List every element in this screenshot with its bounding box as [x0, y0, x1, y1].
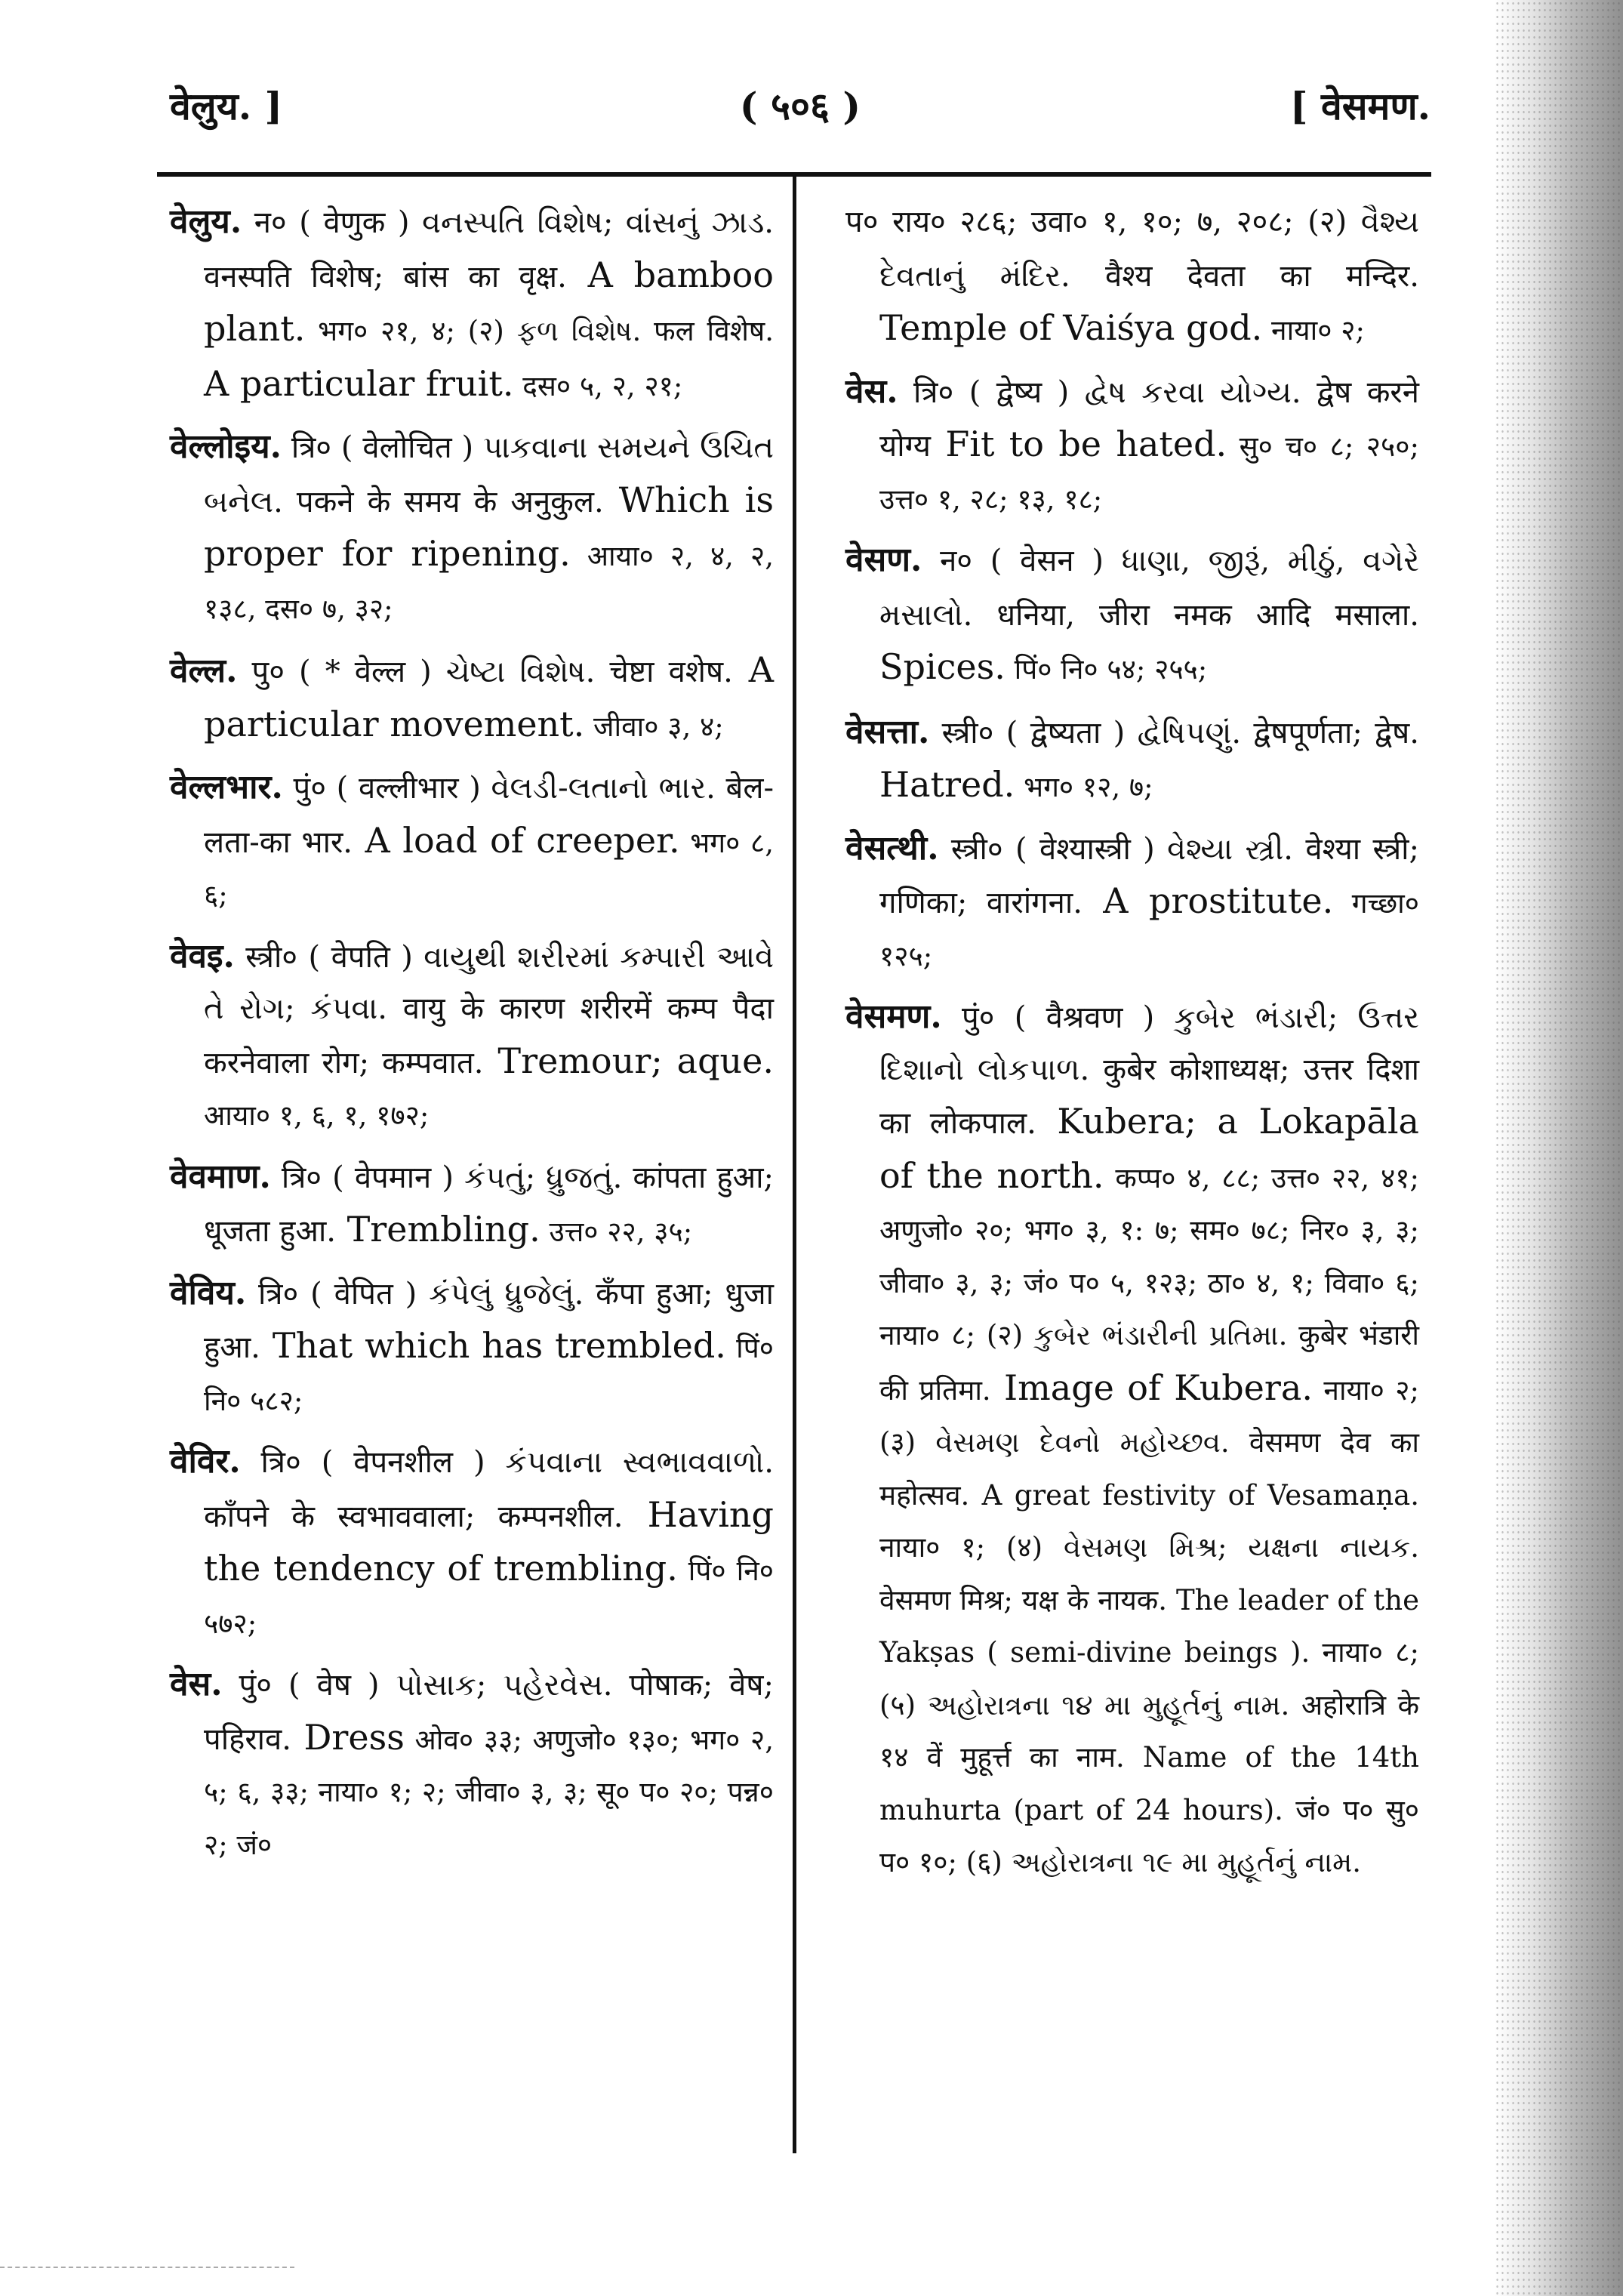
dictionary-entry	[170, 1436, 774, 1650]
entry-headword: वेल्लभार.	[170, 768, 283, 806]
entry-citations: नाया० २; (३) વેસમણ દેવનો મહોચ્છવ. वेसमण देव का महोत्सव. A great festivity of Vesamaṇa. नाया० १; (४) વેસમણ મિશ્ર; યક્ષના નાયક. वेसमण मिश्र; यक्ष के नायक. The leader of the Yakṣas ( semi-divine beings ). नाया० ८; (५) અહોરાત્રના ૧૪ મા મુહૂર્તનું નામ. अहोरात्रि के १४ वें मुहूर्त्त का नाम. Name of the 14th muhurta (part of 24 hours). जं० प० सु० प० १०; (६) અહોરાત્રના ૧૯ મા મુહૂર્તનું નામ.	[879, 1373, 1419, 1878]
dictionary-entry	[170, 644, 774, 753]
entry-english-gloss: Which is proper for ripening.	[204, 479, 774, 574]
page-header	[170, 79, 1431, 140]
entry-english-gloss: Tremour; aque.	[483, 1040, 775, 1081]
entry-definition: न० ( वेणुक ) વનસ્પતિ વિશેષ; વાંસનું ઝાડ. वनस्पति विशेष; बांस का वृक्ष.	[204, 205, 774, 294]
bottom-dashed-line	[0, 2267, 294, 2268]
entry-english-gloss: A prostitute.	[1082, 880, 1334, 921]
entry-definition: त्रि० ( वेपमान ) કંપતું; ધ્રુજતું. कांपता हुआ; धूजता हुआ.	[204, 1160, 774, 1249]
dictionary-entry	[845, 196, 1419, 357]
page-number: ( ५०६ )	[739, 84, 861, 128]
entry-headword: वेस.	[170, 1665, 223, 1703]
dictionary-entry	[170, 762, 774, 922]
entry-citations: पिं० नि० ५७२;	[204, 1555, 774, 1640]
dictionary-entry	[170, 1151, 774, 1259]
header-left-guide-word: वेलुय. ]	[170, 84, 283, 128]
entry-english-gloss: A load of creeper.	[353, 819, 680, 861]
entry-headword: वेसमण.	[845, 997, 942, 1036]
entry-headword: वेस.	[845, 371, 898, 411]
entry-headword: वेल्ल.	[170, 652, 238, 690]
column-divider	[793, 175, 796, 2153]
entry-english-gloss: That which has trembled.	[260, 1325, 726, 1366]
entry-english-gloss: Trembling.	[336, 1209, 540, 1250]
entry-citations: पिं० नि० ५८२;	[204, 1332, 775, 1417]
entry-headword: वेविर.	[170, 1442, 241, 1481]
entry-definition: न० ( वेसन ) ધાણા, જીરૂં, મીઠું, વગેરે મસાલો. धनिया, जीरा नमक आदि मसाला.	[879, 544, 1419, 633]
entry-headword: वेसत्थी.	[845, 828, 939, 868]
dictionary-entry	[845, 823, 1419, 983]
entry-headword: वेलुय.	[170, 202, 242, 241]
dictionary-entry	[845, 705, 1419, 814]
entry-citations: गच्छा० १२५;	[879, 887, 1419, 972]
right-column	[845, 196, 1419, 1898]
dictionary-entry	[170, 196, 774, 412]
entry-english-gloss: Spices.	[879, 646, 1006, 687]
entry-headword: वेवमाण.	[170, 1157, 271, 1196]
entry-headword: वेसण.	[845, 541, 922, 579]
entry-definition: स्त्री० ( वेश्यास्त्री ) વેશ્યા સ્ત્રી. वेश्या स्त्री; गणिका; वारांगना.	[879, 831, 1419, 920]
entry-headword: वेसत्ता.	[845, 712, 930, 751]
entry-english-gloss: Fit to be hated.	[931, 424, 1227, 464]
entry-definition: पु० ( * वेल्ल ) ચેષ્ટા વિશેષ. चेष्टा वशेष.	[237, 655, 733, 689]
entry-english-gloss: Hatred.	[879, 764, 1015, 805]
entry-citations: सु० च० ८; २५०; उत्त० १, २८; १३, १८;	[879, 430, 1419, 516]
entry-english-gloss: A bamboo plant.	[204, 254, 775, 349]
dictionary-entry	[845, 366, 1419, 526]
entry-citations: ओव० ३३; अणुजो० १३०; भग० २, ५; ६, ३३; नाया० १; २; जीवा० ३, ३; सू० प० २०; पन्न० २; जं०	[204, 1723, 774, 1861]
entry-headword: वेवइ.	[170, 936, 235, 975]
dictionary-entry	[845, 991, 1419, 1889]
entry-definition: त्रि० ( वेलोचित ) પાકવાના સમયને ઉચિત બનેલ. पकने के समय के अनुकुल.	[204, 430, 774, 519]
entry-english-gloss: A particular fruit.	[204, 362, 514, 404]
entry-definition: त्रि० ( द्वेष्य ) દ્વેષ કરવા યોગ્ય. द्वेष करने योग्य	[879, 374, 1419, 464]
entry-citations: जीवा० ३, ४;	[584, 710, 724, 743]
header-right-guide-word: [ वेसमण.	[1289, 84, 1431, 128]
entry-citations: आया० २, ४, २, १३८, दस० ७, ३२;	[204, 540, 774, 625]
entry-english-gloss: Temple of Vaiśya god.	[879, 307, 1263, 348]
dictionary-entry	[170, 931, 774, 1142]
entry-citations: भग० १२, ७;	[1015, 771, 1153, 803]
entry-definition: त्रि० ( वेपनशील ) કંપવાના સ્વભાવવાળો. काँपने के स्वभाववाला; कम्पनशील.	[204, 1445, 774, 1534]
entry-citations: कप्प० ४, ८८; उत्त० २२, ४१; अणुजो० २०; भग० ३, १: ७; सम० ७८; निर० ३, ३; जीवा० ३, ३; जं० प० ५, १२३; ठा० ४, १; विवा० ६; नाया० ८; (२) કુબેર ભંડારીની પ્રતિમા. कुबेर भंडारी की प्रतिमा.	[879, 1161, 1419, 1407]
entry-definition: पुं० ( वैश्रवण ) કુબેર ભંડારી; ઉત્તર દિશાનો લોકપાળ. कुबेर कोशाध्यक्ष; उत्तर दिशा का लोकपाल.	[879, 1000, 1419, 1141]
dictionary-entry	[170, 1659, 774, 1871]
entry-definition: पुं० ( वल्लीभार ) વેલડી-લતાનો ભાર. बेल-लता-का भार.	[204, 771, 774, 860]
entry-citations: भग० २१, ४; (२) ફળ વિશેષ. फल विशेष.	[305, 315, 774, 347]
scanned-page-edge	[1495, 0, 1623, 2296]
entry-headword: वेल्लोइय.	[170, 427, 282, 466]
entry-definition: पुं० ( वेष ) પોસાક; પહેરવેસ. पोषाक; वेष; पहिराव.	[204, 1668, 774, 1757]
entry-definition: त्रि० ( वेपित ) કંપેલું ધ્રુજેલું. कँपा हुआ; धुजा हुआ.	[204, 1276, 774, 1365]
entry-headword: वेविय.	[170, 1273, 247, 1312]
entry-english-gloss: A particular movement.	[204, 649, 775, 744]
entry-citations: उत्त० २२, ३५;	[540, 1216, 693, 1248]
entry-citations: आया० १, ६, १, १७२;	[204, 1099, 430, 1132]
entry-english-gloss: Image of Kubera.	[990, 1367, 1313, 1408]
entry-definition: प० राय० २८६; उवा० १, १०; ७, २०८; (२) વૈશ્ય દેવતાનું મંદિર. वैश्य देवता का मन्दिर.	[845, 205, 1419, 294]
entry-definition: स्त्री० ( वेपति ) વાયુથી શરીરમાં કમ્પારી આવે તે રોગ; કંપવા. वायु के कारण शरीरमें कम्प पैदा करनेवाला रोग; कम्पवात.	[204, 939, 774, 1080]
entry-english-gloss: Dress	[291, 1716, 405, 1758]
entry-english-gloss: Having the tendency of trembling.	[204, 1493, 774, 1589]
dictionary-entry	[170, 1268, 774, 1428]
dictionary-entry	[170, 421, 774, 635]
entry-citations: दस० ५, २, २१;	[513, 369, 683, 402]
entry-citations: भग० ८, ६;	[204, 826, 775, 911]
left-column	[170, 196, 774, 1880]
entry-citations: नाया० २;	[1262, 314, 1365, 347]
entry-citations: पिं० नि० ५४; २५५;	[1005, 653, 1208, 686]
entry-definition: स्त्री० ( द्वेष्यता ) દ્વેષિપણું. द्वेषपूर्णता; द्वेष.	[929, 715, 1419, 750]
entry-english-gloss: Kubera; a Lokapāla of the north.	[879, 1101, 1419, 1196]
dictionary-entry	[845, 535, 1419, 696]
